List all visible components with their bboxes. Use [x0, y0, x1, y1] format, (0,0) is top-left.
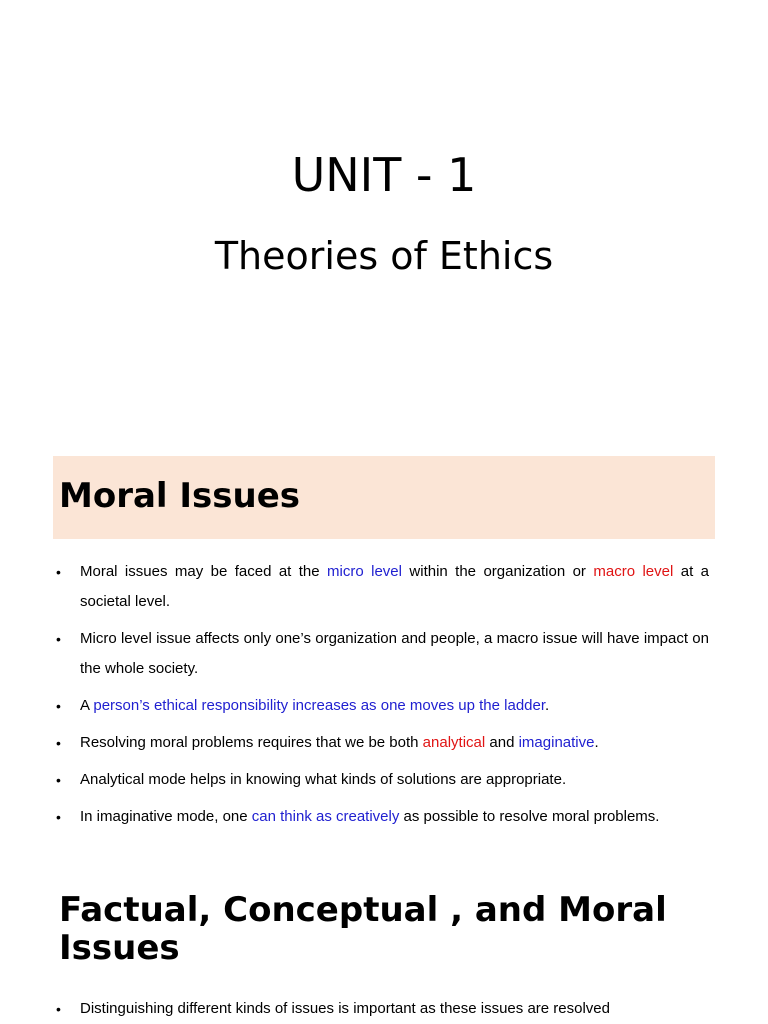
bullet-text: at a societal level.: [80, 563, 710, 610]
bullet-text: Resolving moral problems requires that we be both: [80, 734, 423, 751]
bullet-item: [56, 624, 709, 684]
bullet-item: [56, 994, 709, 1024]
bullet-text: .: [545, 697, 550, 714]
bullet-dot-icon: •: [56, 1001, 61, 1017]
bullet-dot-icon: •: [56, 564, 61, 580]
highlighted-text: micro level: [327, 563, 402, 580]
bullet-item: [56, 728, 709, 758]
bullet-text: within the organization or: [401, 563, 594, 580]
bullet-text: A: [80, 697, 94, 714]
factual-issues-bullet-list: [56, 994, 709, 1024]
bullet-text: Distinguishing different kinds of issues is important as these issues are resolved: [80, 1000, 610, 1017]
heading-line-2: Issues: [59, 928, 180, 968]
bullet-text: Moral issues may be faced at the: [80, 563, 328, 580]
bullet-text: as possible to resolve moral problems.: [399, 808, 660, 825]
bullet-item: [56, 691, 709, 721]
moral-issues-heading: Moral Issues: [59, 476, 301, 516]
moral-issues-bullet-list: [56, 557, 709, 832]
highlighted-text: analytical: [422, 734, 486, 751]
bullet-item: [56, 557, 709, 617]
bullet-text: Micro level issue affects only one’s organization and people, a macro issue will have impact on the whole society.: [80, 630, 709, 677]
factual-conceptual-moral-heading: [59, 891, 667, 967]
unit-subtitle: Theories of Ethics: [214, 234, 554, 278]
highlighted-text: can think as creatively: [251, 808, 400, 825]
heading-line-1: Factual, Conceptual , and Moral: [59, 890, 667, 930]
bullet-text: In imaginative mode, one: [80, 808, 252, 825]
highlighted-text: macro level: [593, 563, 674, 580]
highlighted-text: person’s ethical responsibility increases as one moves up the ladder: [93, 697, 546, 714]
bullet-item: [56, 765, 709, 795]
bullet-item: [56, 802, 709, 832]
bullet-text: and: [485, 734, 519, 751]
bullet-dot-icon: •: [56, 631, 61, 647]
bullet-dot-icon: •: [56, 698, 61, 714]
title-slide: [0, 0, 768, 440]
bullet-text: .: [594, 734, 599, 751]
bullet-dot-icon: •: [56, 772, 61, 788]
bullet-dot-icon: •: [56, 809, 61, 825]
unit-title: UNIT - 1: [291, 148, 477, 202]
bullet-dot-icon: •: [56, 735, 61, 751]
bullet-text: Analytical mode helps in knowing what kinds of solutions are appropriate.: [80, 771, 567, 788]
highlighted-text: imaginative: [518, 734, 595, 751]
